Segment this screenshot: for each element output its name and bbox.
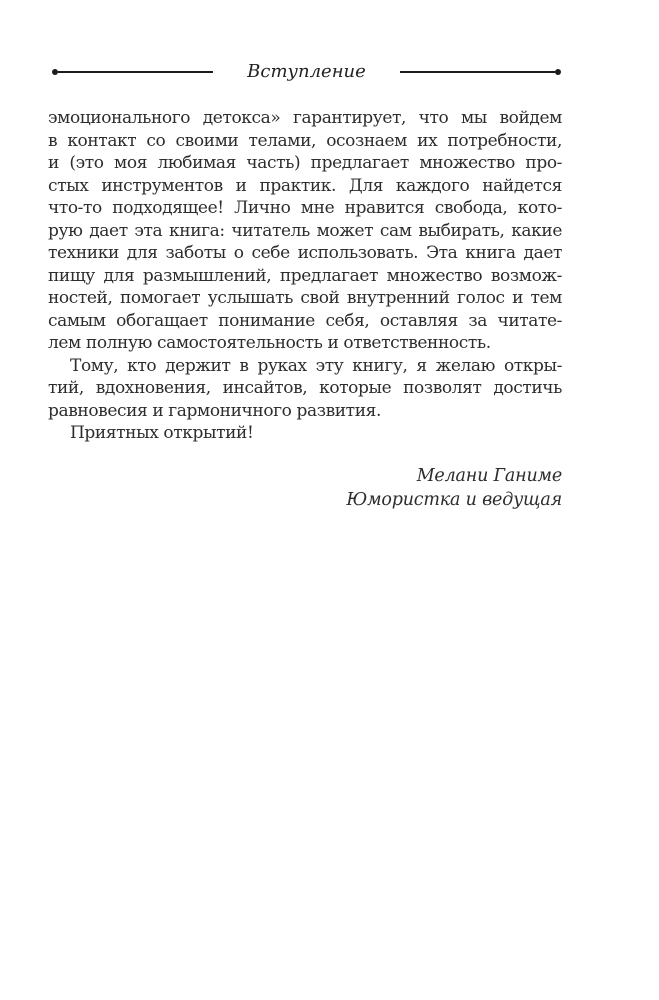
text-line: лем полную самостоятельность и ответственность. (48, 333, 491, 353)
text-line: пищу для размышлений, предлагает множество возмож- (48, 265, 562, 286)
text-line: техники для заботы о себе использовать. Эта книга дает (48, 243, 562, 263)
text-line: самым обогащает понимание себя, оставляя за читате- (48, 310, 562, 331)
text-line: рую дает эта книга: читатель может сам выбирать, какие (48, 220, 562, 241)
chapter-title: Вступление (247, 60, 366, 82)
text-line: в контакт со своими телами, осознаем их потребности, (48, 130, 562, 151)
ornament-rule-left (58, 71, 213, 73)
text-line: стых инструментов и практик. Для каждого найдется (48, 175, 562, 196)
text-line: что-то подходящее! Лично мне нравится свобода, кото- (48, 198, 562, 218)
signature-line: Юмористка и ведущая (346, 490, 562, 510)
text-line: ностей, помогает услышать свой внутренний голос и тем (48, 288, 562, 308)
signature-line: Мелани Ганиме (416, 466, 562, 486)
text-line: равновесия и гармоничного развития. (48, 400, 381, 421)
body-text (48, 107, 562, 445)
ornament-rule-right (400, 71, 555, 73)
text-line: тий, вдохновения, инсайтов, которые позволят достичь (48, 378, 562, 398)
text-line: эмоционального детокса» гарантирует, что мы войдем (48, 108, 562, 128)
chapter-header (52, 60, 561, 82)
text-line: Тому, кто держит в руках эту книгу, я желаю откры- (70, 355, 562, 376)
text-line: и (это моя любимая часть) предлагает множество про- (48, 153, 562, 173)
signature (346, 464, 562, 512)
ornament-dot-right-icon (555, 69, 561, 75)
text-line: Приятных открытий! (70, 423, 254, 443)
